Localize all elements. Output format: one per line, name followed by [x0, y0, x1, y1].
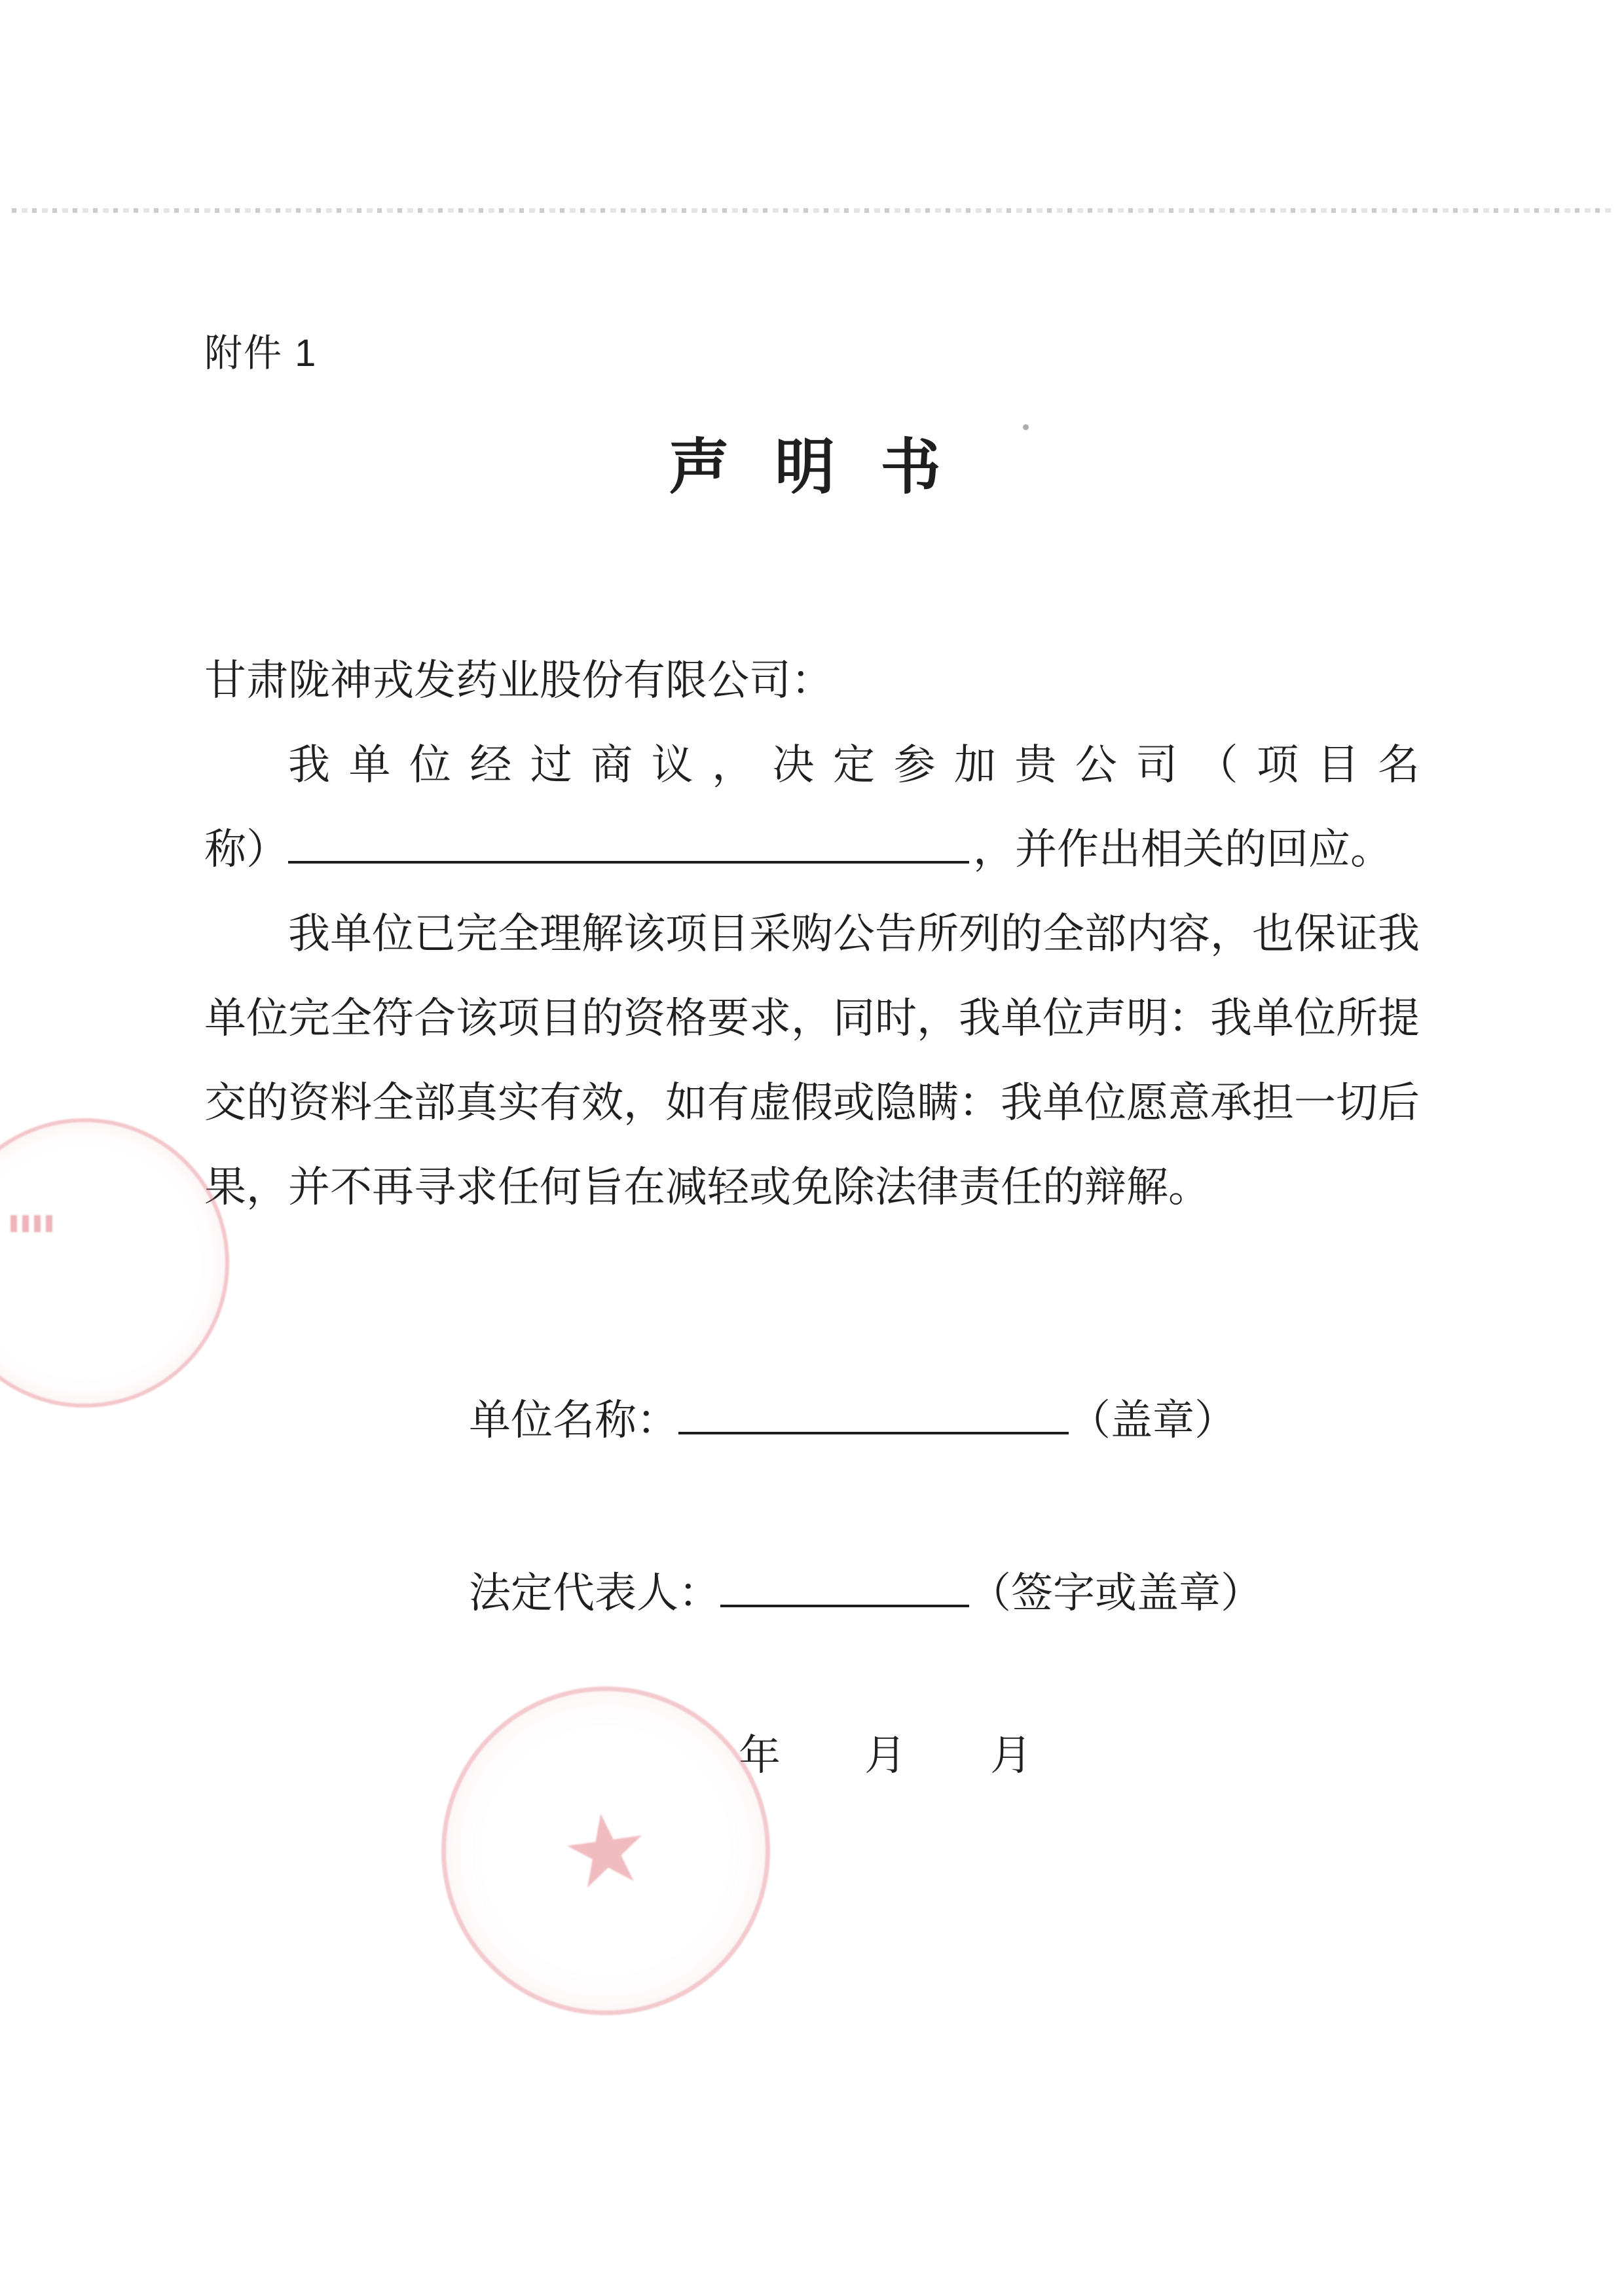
- star-icon: ★: [554, 1788, 657, 1914]
- document-body: [204, 638, 1420, 1230]
- salutation: 甘肃陇神戎发药业股份有限公司：: [204, 657, 833, 704]
- unit-name-label: 单位名称：: [469, 1397, 678, 1444]
- legal-representative-label: 法定代表人：: [469, 1570, 720, 1616]
- document-title: 声 明 书: [669, 434, 955, 501]
- paragraph-2: 我单位已完全理解该项目采购公告所列的全部内容，也保证我单位完全符合该项目的资格要求，同时，我单位声明：我单位所提交的资料全部真实有效，如有虚假或隐瞒：我单位愿意承担一切后果，并不再寻求任何旨在减轻或免除法律责任的辩解。: [204, 911, 1420, 1211]
- paragraph-1-line-2: [204, 807, 1420, 892]
- project-name-prefix: 称）: [204, 826, 288, 873]
- unit-name-seal-note: （盖章）: [1069, 1397, 1236, 1444]
- scan-artifact-line: [12, 208, 1612, 213]
- scan-speck: [1023, 424, 1029, 430]
- attachment-label: 附件 1: [204, 332, 318, 374]
- unit-name-line: [469, 1387, 1236, 1447]
- red-seal-partial: [0, 1118, 229, 1408]
- project-name-blank: [288, 823, 969, 864]
- unit-name-blank: [678, 1394, 1069, 1434]
- red-seal-star: [441, 1686, 770, 2015]
- paragraph-1-line-2-suffix: ，并作出相关的回应。: [973, 826, 1392, 873]
- legal-representative-sign-note: （签字或盖章）: [969, 1570, 1263, 1616]
- date-line: 年 月 月: [739, 1732, 1032, 1779]
- red-ink-smudge: [10, 1215, 56, 1232]
- paragraph-1-line-1: 我 单 位 经 过 商 议 ， 决 定 参 加 贵 公 司 （ 项 目 名: [288, 742, 1420, 788]
- legal-representative-blank: [720, 1567, 969, 1607]
- legal-representative-line: [469, 1559, 1263, 1620]
